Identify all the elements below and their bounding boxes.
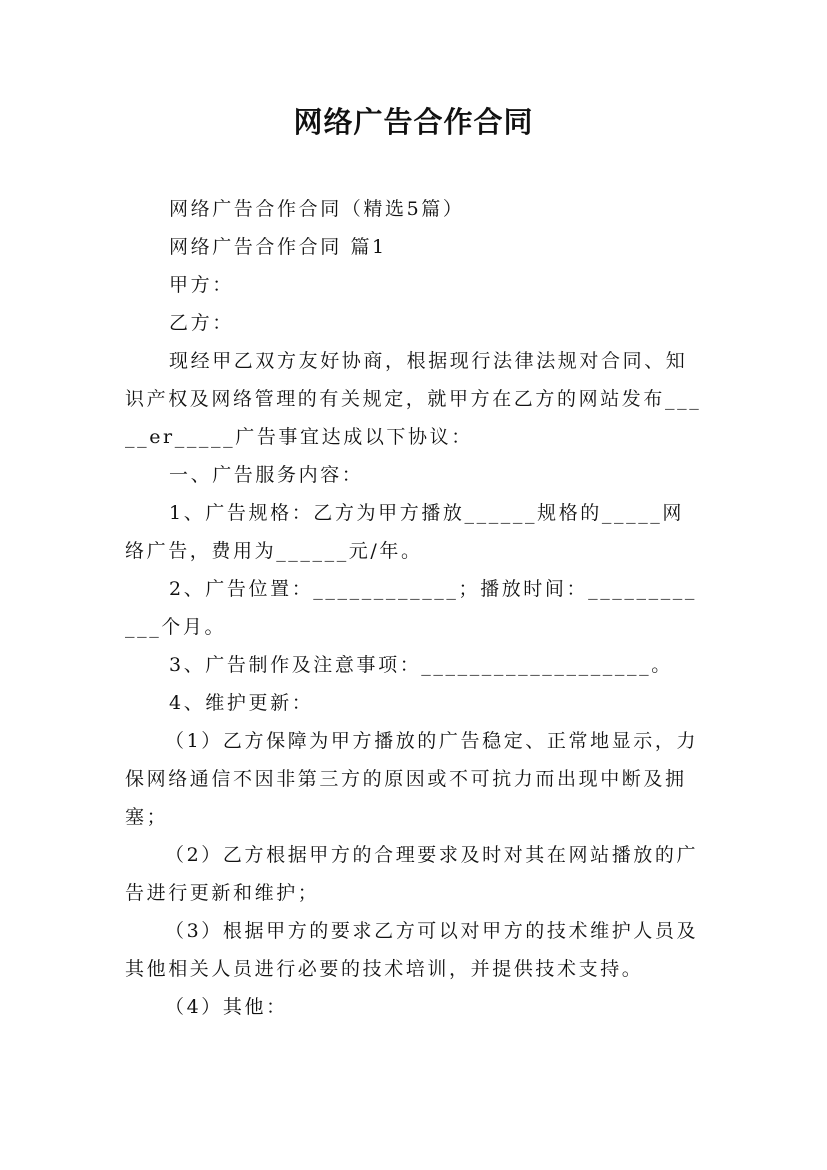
paragraph-ad-production: 3、广告制作及注意事项：___________________。 [169,654,673,676]
paragraph-ad-position: 2、广告位置：____________；播放时间：____________个月。 [125,578,697,638]
paragraph-preamble: 现经甲乙双方友好协商，根据现行法律法规对合同、知识产权及网络管理的有关规定，就甲方在乙方的网站发布_____er_____广告事宜达成以下协议： [125,350,702,448]
paragraph-maintenance-3: （3）根据甲方的要求乙方可以对甲方的技术维护人员及其他相关人员进行必要的技术培训，并提供技术支持。 [125,920,699,980]
paragraph-party-b: 乙方： [169,312,234,334]
document-body [125,190,705,1026]
paragraph-article-heading: 网络广告合作合同 篇1 [169,236,387,258]
paragraph-maintenance-1: （1）乙方保障为甲方播放的广告稳定、正常地显示，力保网络通信不因非第三方的原因或不可抗力而出现中断及拥塞； [125,730,699,828]
paragraph-party-a: 甲方： [169,274,234,296]
document-title: 网络广告合作合同 [293,105,534,139]
paragraph-maintenance-4: （4）其他： [165,996,288,1018]
paragraph-ad-spec: 1、广告规格：乙方为甲方播放______规格的_____网络广告，费用为______元/年。 [125,502,684,562]
paragraph-section-1-heading: 一、广告服务内容： [169,464,364,486]
paragraph-maintenance-heading: 4、维护更新： [169,692,314,714]
paragraph-maintenance-2: （2）乙方根据甲方的合理要求及时对其在网站播放的广告进行更新和维护； [125,844,699,904]
paragraph-subtitle: 网络广告合作合同（精选5篇） [169,198,465,220]
